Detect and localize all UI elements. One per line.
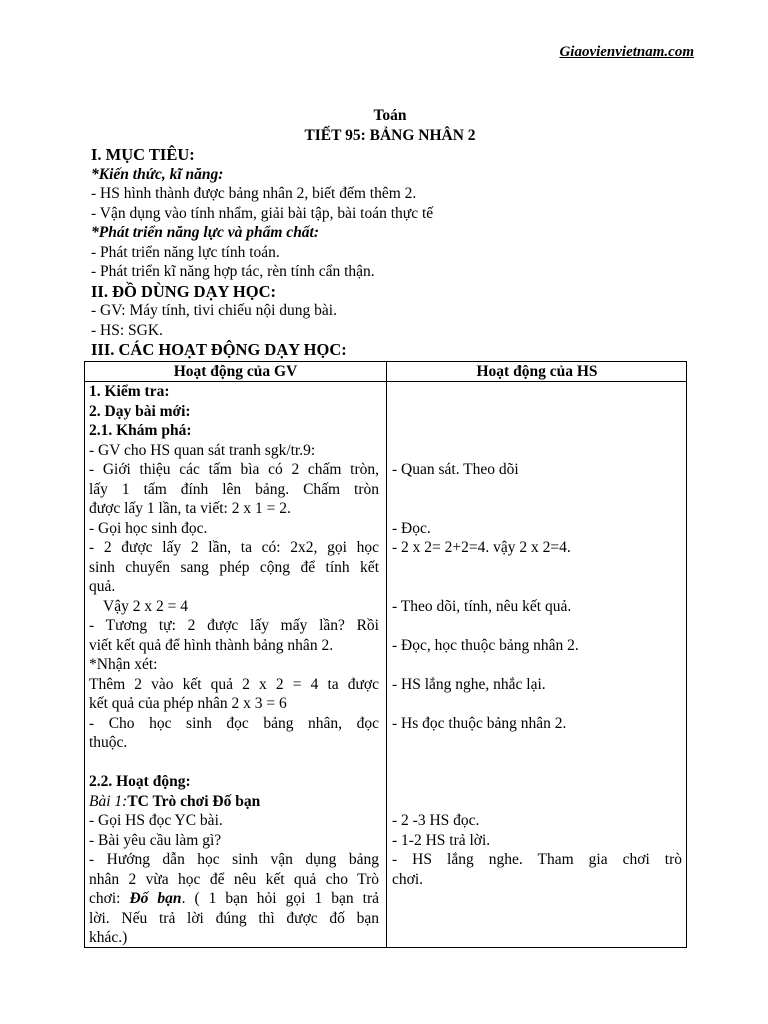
table-row: 2.1. Khám phá:: [89, 422, 192, 439]
table-row: viết kết quả để hình thành bảng nhân 2.: [89, 636, 334, 654]
activities-table: [84, 361, 687, 948]
table-row: lấy 1 tấm đính lên bảng. Chấm tròn: [89, 480, 379, 498]
site-link[interactable]: Giaovienvietnam.com: [559, 44, 694, 60]
blank-row: [392, 499, 682, 519]
table-row: - Cho học sinh đọc bảng nhân, đọc: [89, 714, 379, 732]
table-row: - Theo dõi, tính, nêu kết quả.: [392, 597, 572, 615]
table-row: được lấy 1 lần, ta viết: 2 x 1 = 2.: [89, 500, 291, 517]
lesson-title: TIẾT 95: BẢNG NHÂN 2: [304, 126, 476, 144]
table-row: *Nhận xét:: [89, 656, 158, 673]
table-row: Vậy 2 x 2 = 4: [103, 597, 188, 615]
table-row: - Giới thiệu các tấm bìa có 2 chấm tròn,: [89, 461, 379, 478]
table-row: kết quả của phép nhân 2 x 3 = 6: [89, 695, 287, 712]
table-row: - Gọi HS đọc YC bài.: [89, 812, 223, 829]
blank-row: [392, 733, 682, 753]
table-row: 2.2. Hoạt động:: [89, 773, 191, 790]
materials-hs: - HS: SGK.: [91, 321, 163, 339]
blank-row: [392, 441, 682, 461]
document-title: [90, 106, 690, 145]
table-row: khác.): [89, 929, 128, 946]
column-divider: [386, 362, 387, 947]
table-row: - 1-2 HS trả lời.: [392, 831, 491, 849]
table-row: quả.: [89, 578, 116, 595]
table-row: 2. Dạy bài mới:: [89, 402, 191, 420]
table-row: - Tương tự: 2 được lấy mấy lần? Rồi: [89, 617, 379, 634]
quality-heading: *Phát triển năng lực và phẩm chất:: [91, 224, 320, 241]
exercise-title: TC Trò chơi Đố bạn: [127, 792, 261, 810]
table-row: - 2 x 2= 2+2=4. vậy 2 x 2=4.: [392, 539, 571, 556]
blank-row: [392, 655, 682, 675]
blank-row: [392, 382, 682, 402]
blank-row: [392, 792, 682, 812]
exercise-label: Bài 1:: [89, 792, 128, 810]
objectives-heading: I. MỤC TIÊU:: [91, 145, 195, 164]
document-body: [91, 145, 691, 360]
knowledge-heading: *Kiến thức, kĩ năng:: [91, 165, 224, 183]
table-row: - Quan sát. Theo dõi: [392, 461, 519, 478]
activities-heading: III. CÁC HOẠT ĐỘNG DẠY HỌC:: [91, 340, 347, 359]
quality-item: - Phát triển năng lực tính toán.: [91, 243, 280, 261]
table-row: - Gọi học sinh đọc.: [89, 519, 208, 537]
blank-row: [392, 402, 682, 422]
table-row: - Hs đọc thuộc bảng nhân 2.: [392, 714, 567, 732]
table-row: - HS lắng nghe, nhắc lại.: [392, 675, 546, 693]
blank-row: [392, 480, 682, 500]
text-fragment: . ( 1 bạn hỏi gọi 1 bạn trả: [181, 890, 379, 907]
table-row: chơi.: [392, 870, 424, 888]
blank-row: [392, 772, 682, 792]
quality-item: - Phát triển kĩ năng hợp tác, rèn tính cẩn thận.: [91, 263, 375, 280]
table-row: - Bài yêu cầu làm gì?: [89, 831, 222, 849]
materials-heading: II. ĐỒ DÙNG DẠY HỌC:: [91, 281, 277, 301]
knowledge-item: - HS hình thành được bảng nhân 2, biết đếm thêm 2.: [91, 185, 417, 202]
table-row: nhân 2 vừa học để nêu kết quả cho Trò: [89, 870, 379, 888]
table-row: - GV cho HS quan sát tranh sgk/tr.9:: [89, 441, 316, 459]
blank-row: [392, 616, 682, 636]
blank-row: [392, 577, 682, 597]
teacher-activities: [89, 382, 379, 948]
table-row: thuộc.: [89, 734, 128, 751]
column-header-gv: Hoạt động của GV: [173, 363, 298, 380]
blank-row: [89, 753, 379, 773]
table-row: 1. Kiểm tra:: [89, 383, 170, 400]
column-header-hs: Hoạt động của HS: [476, 363, 598, 380]
blank-row: [392, 753, 682, 773]
materials-gv: - GV: Máy tính, tivi chiếu nội dung bài.: [91, 302, 337, 319]
table-row: lời. Nếu trả lời đúng thì được đố bạn: [89, 909, 379, 927]
table-row: - 2 -3 HS đọc.: [392, 812, 480, 829]
blank-row: [392, 558, 682, 578]
table-row: [89, 792, 379, 812]
knowledge-item: - Vận dụng vào tính nhẩm, giải bài tập, bài toán thực tế: [91, 204, 434, 222]
text-fragment: chơi:: [89, 890, 130, 907]
student-activities: [392, 382, 682, 889]
blank-row: [392, 421, 682, 441]
table-row: - Hướng dẫn học sinh vận dụng bảng: [89, 851, 379, 868]
table-row: Thêm 2 vào kết quả 2 x 2 = 4 ta được: [89, 675, 379, 693]
table-row: - HS lắng nghe. Tham gia chơi trò: [392, 851, 682, 868]
table-row: - Đọc, học thuộc bảng nhân 2.: [392, 636, 579, 654]
table-row: sinh chuyển sang phép cộng để tính kết: [89, 558, 379, 576]
table-row: - Đọc.: [392, 519, 431, 537]
subject-title: Toán: [373, 107, 407, 124]
game-name: Đố bạn: [129, 890, 182, 907]
blank-row: [392, 694, 682, 714]
table-row: [89, 889, 379, 909]
table-row: - 2 được lấy 2 lần, ta có: 2x2, gọi học: [89, 539, 379, 556]
